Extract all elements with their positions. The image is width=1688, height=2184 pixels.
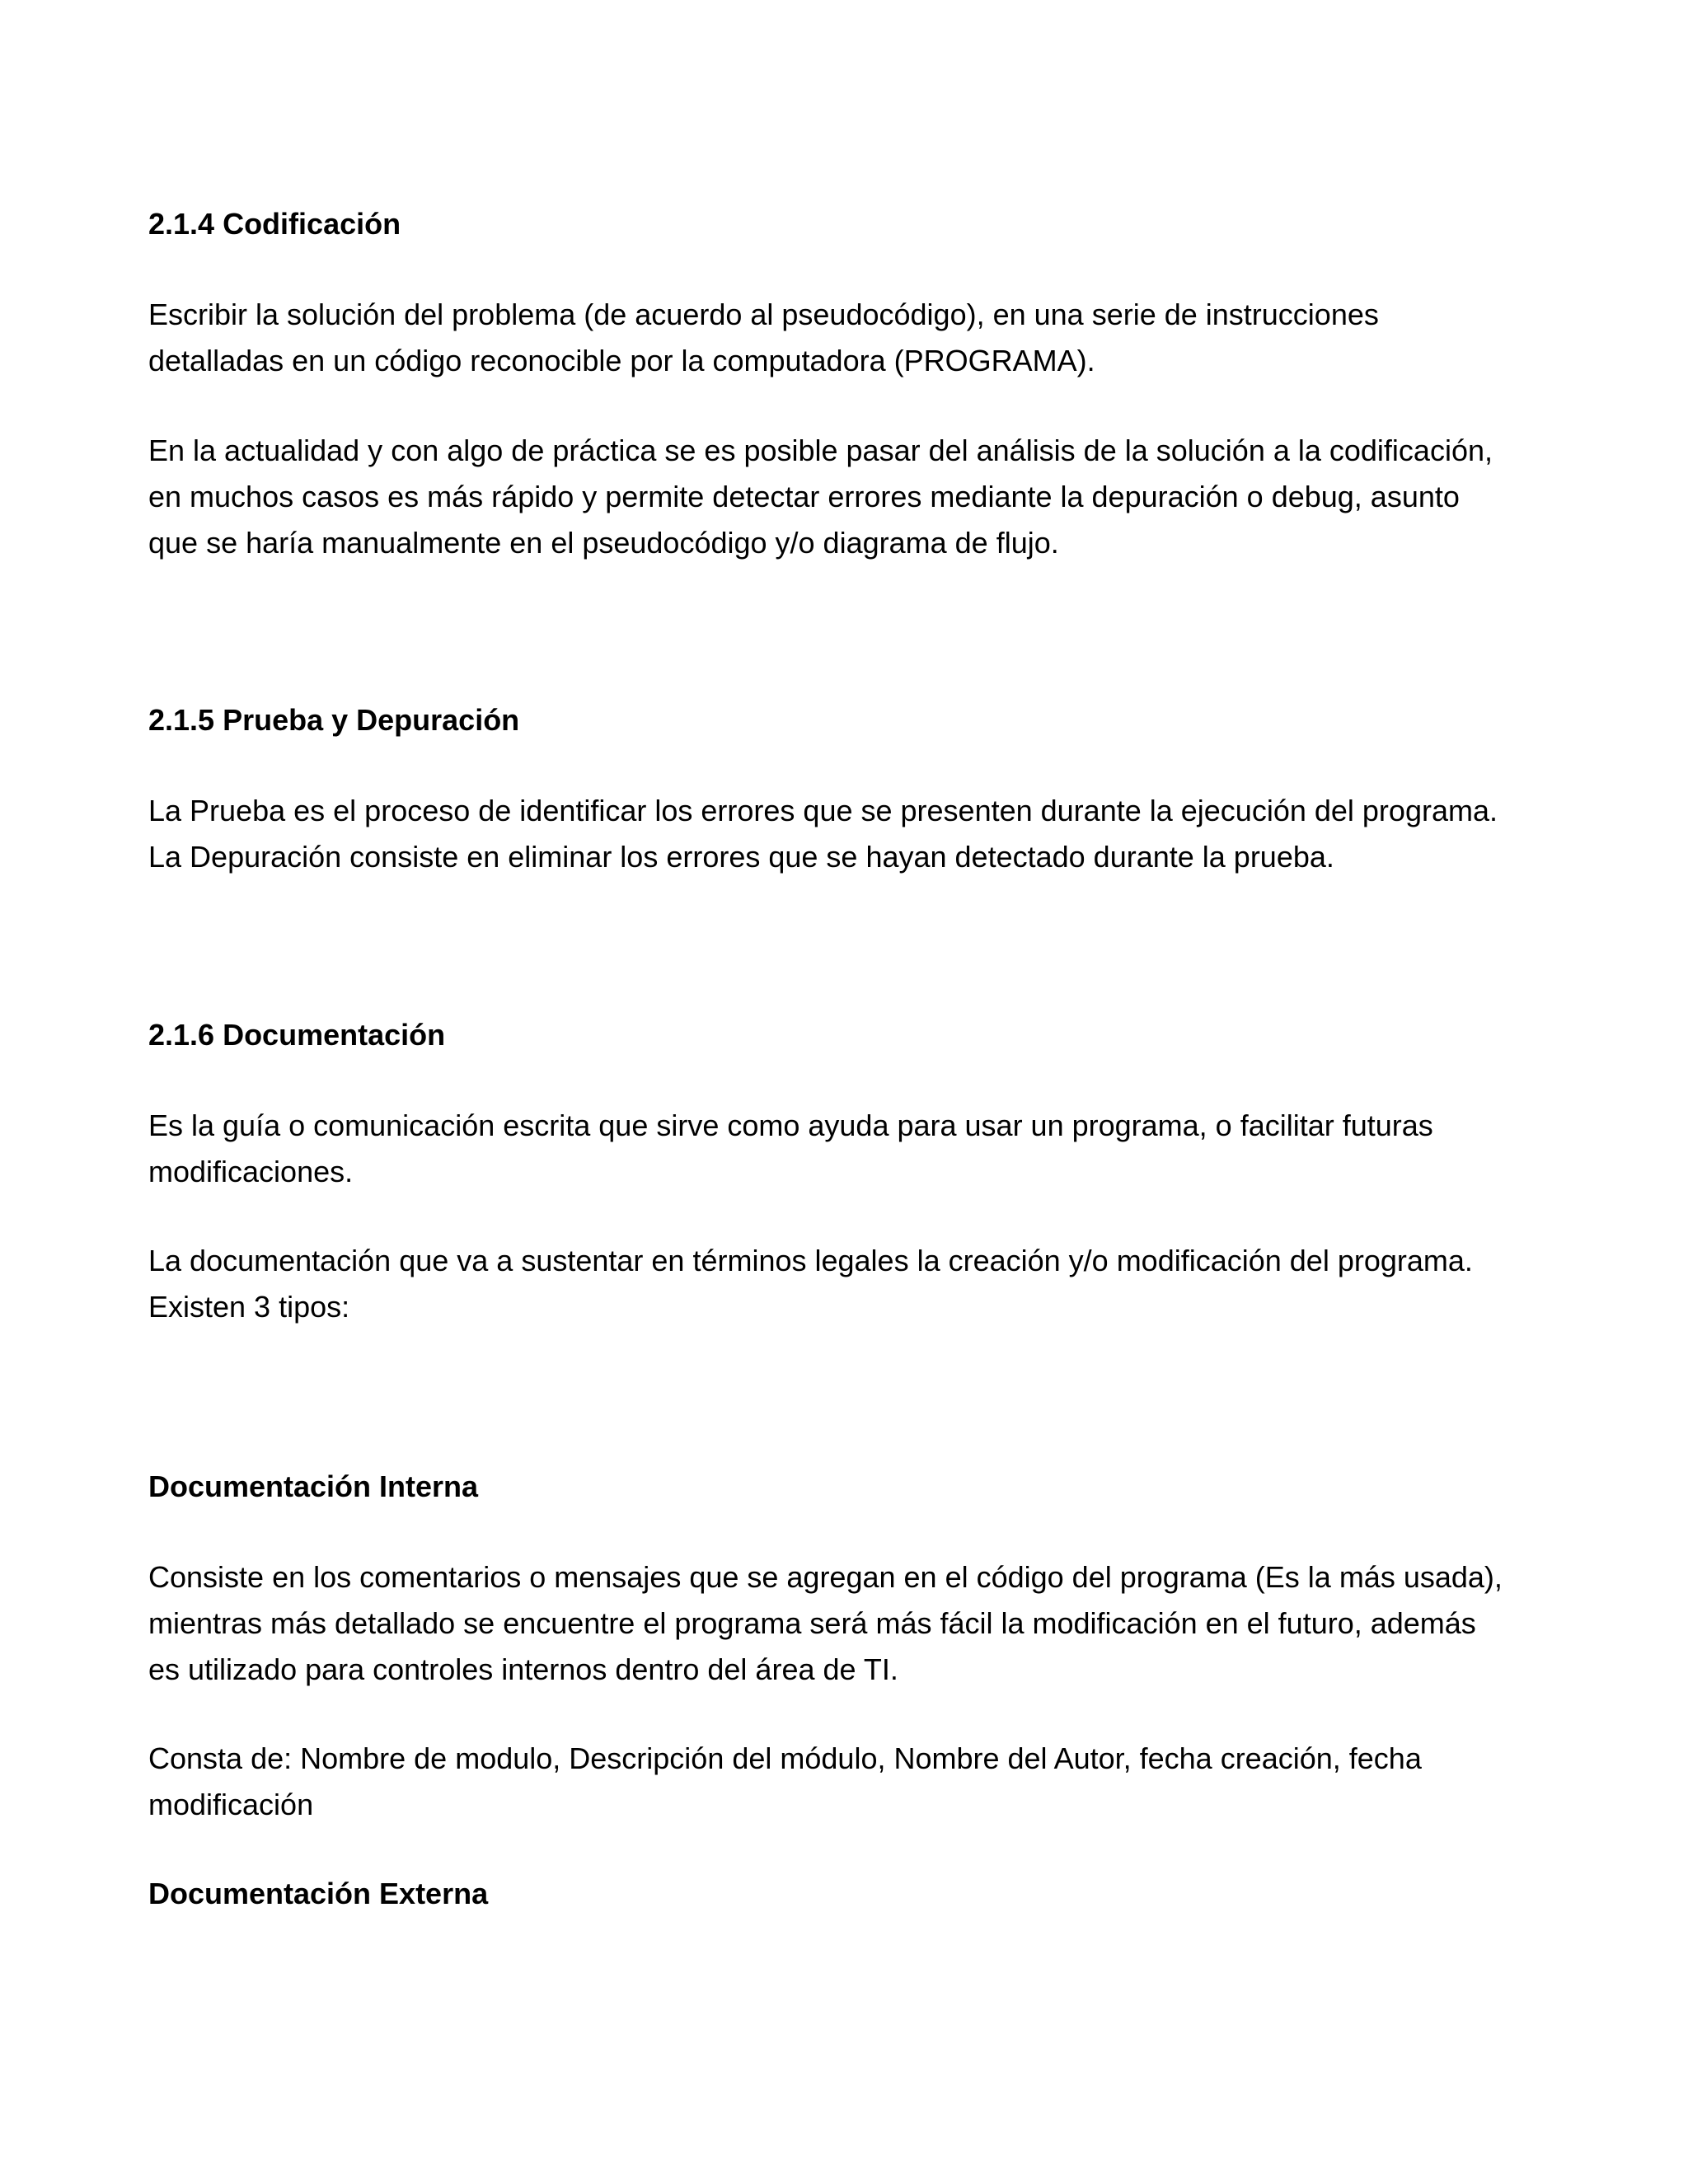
paragraph-codificacion-1 [148, 292, 1379, 384]
text-line: Consiste en los comentarios o mensajes que se agregan en el código del programa (Es la más usada), [148, 1560, 1503, 1594]
paragraph-documentacion-1 [148, 1103, 1433, 1195]
text-line: Consta de: Nombre de modulo, Descripción del módulo, Nombre del Autor, fecha creación, fecha [148, 1741, 1422, 1775]
paragraph-documentacion-2 [148, 1238, 1473, 1330]
section-heading-documentacion-interna: Documentación Interna [148, 1469, 479, 1503]
text-line: Existen 3 tipos: [148, 1290, 350, 1324]
text-line: modificación [148, 1788, 314, 1821]
text-line: es utilizado para controles internos dentro del área de TI. [148, 1652, 898, 1686]
text-line: La Prueba es el proceso de identificar los errores que se presenten durante la ejecución del programa. [148, 794, 1498, 827]
text-line: La documentación que va a sustentar en términos legales la creación y/o modificación del programa. [148, 1244, 1473, 1277]
text-line: modificaciones. [148, 1155, 354, 1188]
paragraph-documentacion-interna-2 [148, 1736, 1422, 1828]
text-line: mientras más detallado se encuentre el programa será más fácil la modificación en el futuro, además [148, 1606, 1476, 1640]
paragraph-prueba-depuracion [148, 788, 1498, 880]
paragraph-codificacion-2 [148, 428, 1493, 566]
section-heading-documentacion-externa: Documentación Externa [148, 1877, 489, 1910]
text-line: Escribir la solución del problema (de acuerdo al pseudocódigo), en una serie de instrucciones [148, 298, 1379, 331]
paragraph-documentacion-interna-1 [148, 1554, 1503, 1693]
section-heading-documentacion: 2.1.6 Documentación [148, 1018, 446, 1052]
text-line: detalladas en un código reconocible por la computadora (PROGRAMA). [148, 344, 1095, 377]
section-heading-codificacion: 2.1.4 Codificación [148, 207, 401, 241]
text-line: en muchos casos es más rápido y permite detectar errores mediante la depuración o debug, asunto [148, 480, 1460, 513]
text-line: En la actualidad y con algo de práctica se es posible pasar del análisis de la solución a la codificación, [148, 434, 1493, 467]
text-line: que se haría manualmente en el pseudocódigo y/o diagrama de flujo. [148, 526, 1059, 560]
text-line: La Depuración consiste en eliminar los errores que se hayan detectado durante la prueba. [148, 840, 1334, 874]
section-heading-prueba-depuracion: 2.1.5 Prueba y Depuración [148, 703, 520, 737]
text-line: Es la guía o comunicación escrita que sirve como ayuda para usar un programa, o facilitar futuras [148, 1108, 1433, 1142]
